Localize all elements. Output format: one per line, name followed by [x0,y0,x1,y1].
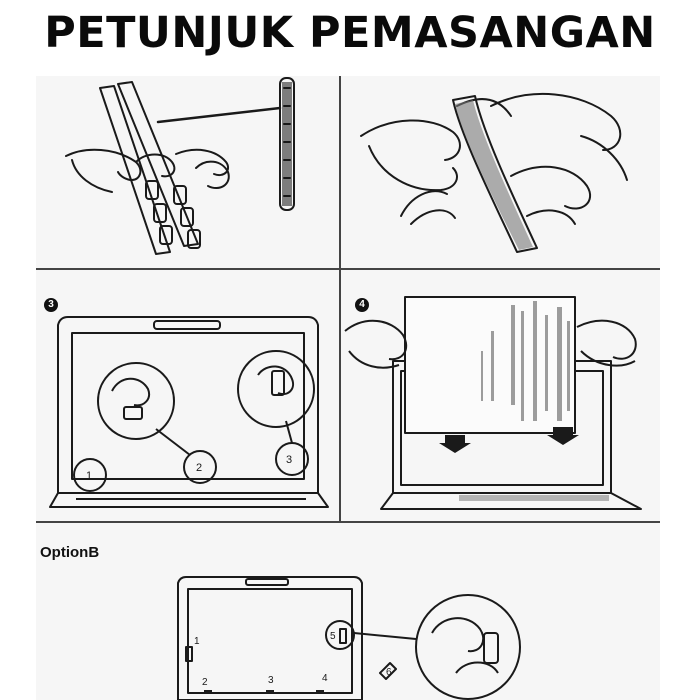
tab-strips-illustration [36,76,339,268]
option-b-callout-5: 5 [330,631,336,642]
step-4-badge: 4 [355,298,369,312]
step-2-panel [341,76,660,268]
laptop-tabs-illustration [36,271,339,521]
slide-filter-illustration [341,271,660,521]
option-b-callout-4: 4 [322,673,328,684]
step-4-panel [341,271,660,521]
option-b-callout-3: 3 [268,675,274,686]
step-3-callout-3: 3 [286,454,293,466]
step-3-callout-1: 1 [86,470,93,482]
step-3-panel [36,271,339,521]
page-title: PETUNJUK PEMASANGAN [44,8,656,58]
step-1-panel [36,76,339,268]
step-3-callout-2: 2 [196,462,203,474]
option-b-callout-2: 2 [202,677,208,688]
option-b-panel [36,523,660,700]
option-b-callout-6: 6 [386,667,392,678]
option-b-illustration [36,523,660,700]
step-3-badge: 3 [44,298,58,312]
peel-strip-illustration [341,76,660,268]
instruction-sheet [36,76,660,700]
option-b-label: OptionB [40,544,100,561]
option-b-callout-1: 1 [194,636,200,647]
